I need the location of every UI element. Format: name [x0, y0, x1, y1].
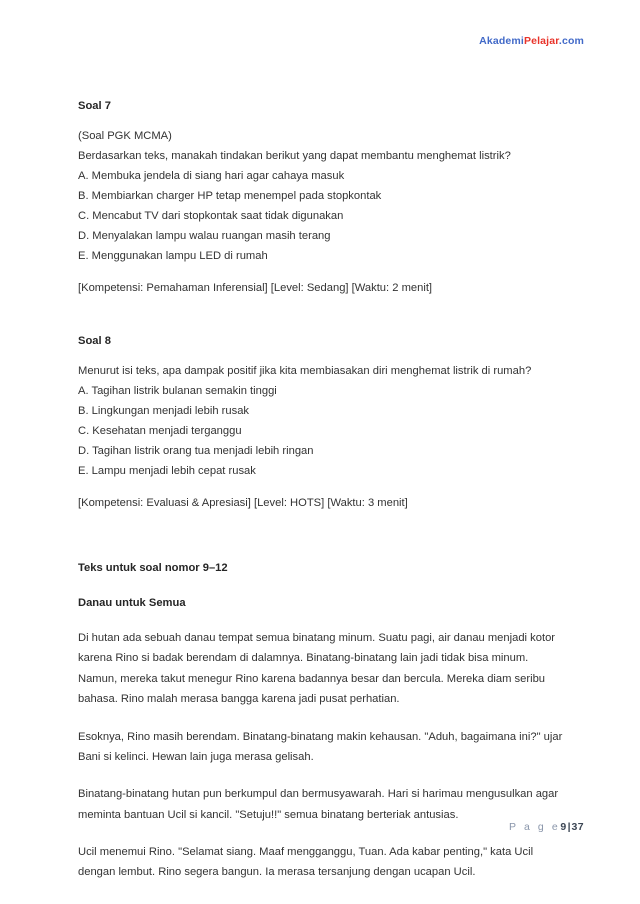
logo-text-akademi: Akademi [479, 35, 524, 47]
footer-total-pages: 37 [571, 821, 584, 833]
question-8-option-c: C. Kesehatan menjadi terganggu [78, 424, 242, 437]
logo-text-pelajar: Pelajar [523, 35, 559, 47]
question-8-option-b: B. Lingkungan menjadi lebih rusak [78, 404, 250, 417]
question-title-7: Soal 7 [78, 100, 111, 112]
question-8-option-a: A. Tagihan listrik bulanan semakin tinggi [78, 384, 277, 397]
question-7-option-c: C. Mencabut TV dari stopkontak saat tidak digunakan [78, 209, 344, 222]
page-footer [0, 822, 584, 833]
question-title-8: Soal 8 [78, 334, 111, 347]
question-7-metadata: [Kompetensi: Pemahaman Inferensial] [Level: Sedang] [Waktu: 2 menit] [78, 281, 433, 294]
question-7-option-e: E. Menggunakan lampu LED di rumah [78, 249, 268, 262]
question-block-7 [78, 98, 568, 299]
question-8-option-d: D. Tagihan listrik orang tua menjadi lebih ringan [78, 444, 314, 457]
passage-paragraph-3: Binatang-binatang hutan pun berkumpul dan bermusyawarah. Hari si harimau mengusulkan agar meminta bantuan Ucil si kancil. "Setuju!!" semua binatang berteriak antusias. [78, 788, 559, 821]
passage-heading: Teks untuk soal nomor 9–12 [78, 561, 228, 574]
question-8-metadata: [Kompetensi: Evaluasi & Apresiasi] [Level: HOTS] [Waktu: 3 menit] [78, 496, 408, 509]
question-8-option-e: E. Lampu menjadi lebih cepat rusak [78, 464, 256, 477]
question-block-8 [78, 333, 568, 514]
question-7-prompt: Berdasarkan teks, manakah tindakan berikut yang dapat membantu menghemat listrik? [78, 150, 511, 163]
passage-block [78, 560, 568, 883]
spacer-before-passage [78, 514, 568, 560]
logo-text-domain: .com [558, 35, 584, 47]
spacer-between-questions [78, 299, 568, 333]
question-7-stem [78, 127, 568, 267]
footer-page-number: 9 [560, 821, 567, 833]
site-logo [479, 36, 584, 47]
passage-paragraph-4: Ucil menemui Rino. "Selamat siang. Maaf mengganggu, Tuan. Ada kabar penting," kata Ucil dengan lembut. Rino segera bangun. Ia merasa tersanjung dengan ucapan Ucil. [78, 846, 534, 879]
passage-title: Danau untuk Semua [78, 596, 186, 609]
passage-paragraph-1: Di hutan ada sebuah danau tempat semua binatang minum. Suatu pagi, air danau menjadi kotor karena Rino si badak berendam di dalamnya. Binatang-binatang lain jadi tidak bisa minum. Namun, mereka takut menegur Rino karena badannya besar dan bercula. Mereka diam seribu bahasa. Rino malah merasa bangga karena jadi pusat perhatian. [78, 632, 556, 706]
passage-paragraph-2: Esoknya, Rino masih berendam. Binatang-binatang makin kehausan. "Aduh, bagaimana ini?" ujar Bani si kelinci. Hewan lain juga merasa gelisah. [78, 730, 563, 763]
footer-separator: | [567, 821, 571, 833]
question-7-option-d: D. Menyalakan lampu walau ruangan masih terang [78, 229, 331, 242]
question-7-type-note: (Soal PGK MCMA) [78, 130, 172, 143]
question-8-prompt: Menurut isi teks, apa dampak positif jika kita membiasakan diri menghemat listrik di rumah? [78, 364, 532, 377]
document-body [78, 98, 568, 883]
question-7-option-b: B. Membiarkan charger HP tetap menempel pada stopkontak [78, 190, 382, 203]
question-8-stem [78, 362, 568, 482]
footer-page-label: P a g e [509, 821, 561, 833]
question-7-option-a: A. Membuka jendela di siang hari agar cahaya masuk [78, 170, 345, 183]
